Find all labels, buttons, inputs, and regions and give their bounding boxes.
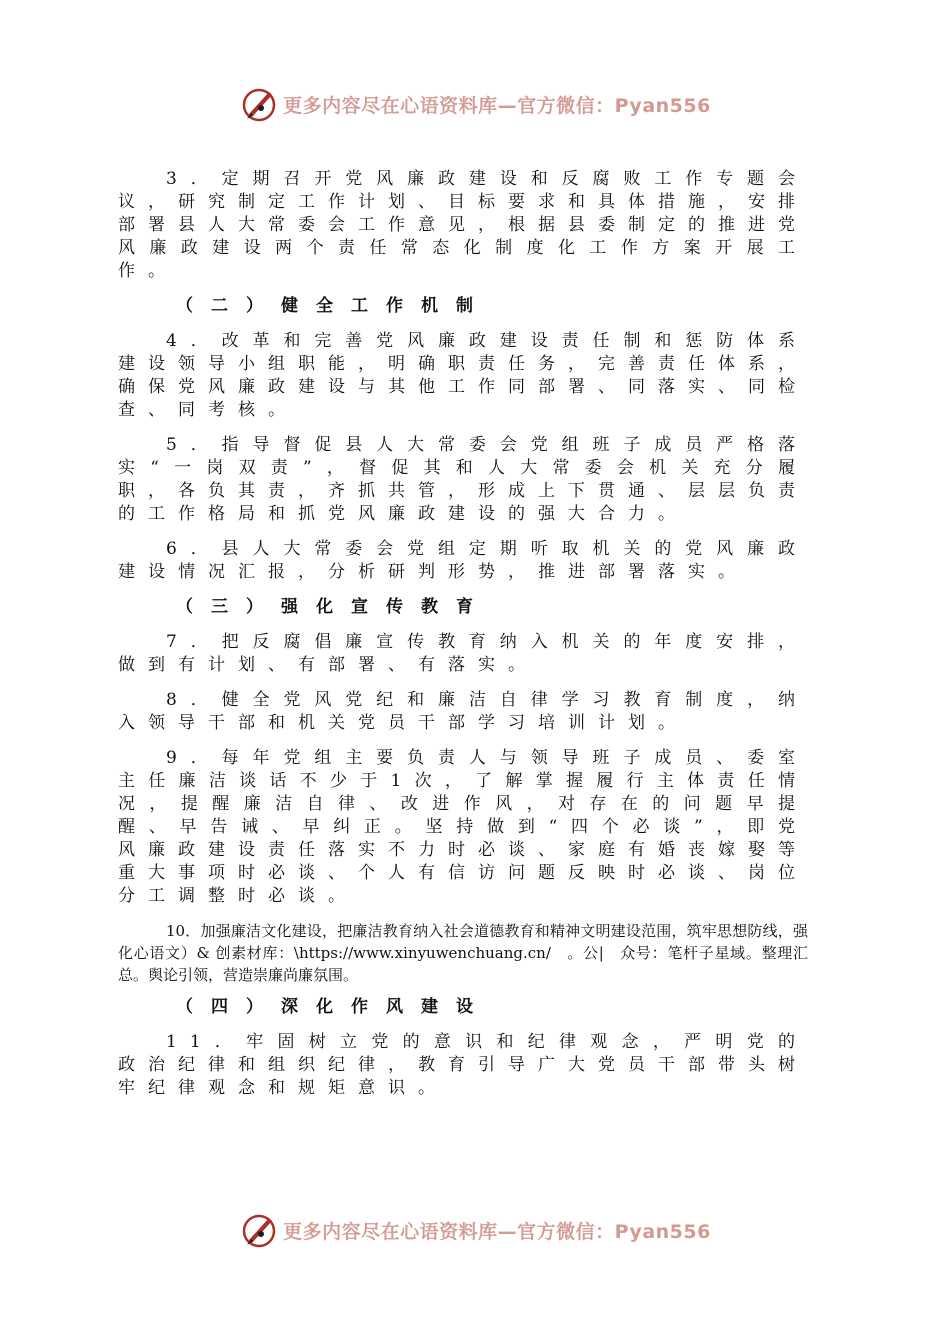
paragraph: 9．每年党组主要负责人与领导班子成员、委室主任廉洁谈话不少于1次，了解掌握履行主体责任情况，提醒廉洁自律、改进作风，对存在的问题早提醒、早告诫、早纠正。坚持做到“四个必谈”，即党风廉政建设责任落实不力时必谈、家庭有婚丧嫁娶等重大事项时必谈、个人有信访问题反映时必谈、岗位分工调整时必谈。 [118, 748, 808, 906]
paragraph: 7．把反腐倡廉宣传教育纳入机关的年度安排，做到有计划、有部署、有落实。 [118, 632, 808, 675]
paragraph: 10．加强廉洁文化建设，把廉洁教育纳入社会道德教育和精神文明建设范围，筑牢思想防线，强化心语文）& 创素材库：\https://www.xinyuwenchuang.cn/ 。公| 众号：笔杆子星域。整理汇总。舆论引领，营造崇廉尚廉氛围。 [118, 922, 808, 984]
paragraph: 11．牢固树立党的意识和纪律观念，严明党的政治纪律和组织纪律，教育引导广大党员干部带头树牢纪律观念和规矩意识。 [118, 1032, 808, 1098]
pen-logo-icon [239, 84, 279, 124]
pen-logo-icon [239, 1210, 279, 1250]
paragraph: 3．定期召开党风廉政建设和反腐败工作专题会议，研究制定工作计划、目标要求和具体措施，安排部署县人大常委会工作意见，根据县委制定的推进党风廉政建设两个责任常态化制度化工作方案开展工作。 [118, 169, 808, 281]
paragraph: 6．县人大常委会党组定期听取机关的党风廉政建设情况汇报，分析研判形势，推进部署落实。 [118, 539, 808, 582]
footer-banner [0, 1208, 950, 1252]
section-heading: （二）健全工作机制 [176, 296, 491, 316]
banner-text: 更多内容尽在心语资料库—官方微信：Pyan556 [283, 1220, 711, 1243]
paragraph: 5．指导督促县人大常委会党组班子成员严格落实“一岗双责”，督促其和人大常委会机关充分履职，各负其责，齐抓共管，形成上下贯通、层层负责的工作格局和抓党风廉政建设的强大合力。 [118, 435, 808, 524]
document-body [118, 168, 808, 1112]
section-heading: （四）深化作风建设 [176, 997, 491, 1017]
banner-text: 更多内容尽在心语资料库—官方微信：Pyan556 [283, 94, 711, 117]
header-banner [0, 82, 950, 126]
section-heading: （三）强化宣传教育 [176, 597, 491, 617]
paragraph: 4．改革和完善党风廉政建设责任制和惩防体系建设领导小组职能，明确职责任务，完善责任体系，确保党风廉政建设与其他工作同部署、同落实、同检查、同考核。 [118, 331, 808, 420]
paragraph: 8．健全党风党纪和廉洁自律学习教育制度，纳入领导干部和机关党员干部学习培训计划。 [118, 690, 808, 733]
